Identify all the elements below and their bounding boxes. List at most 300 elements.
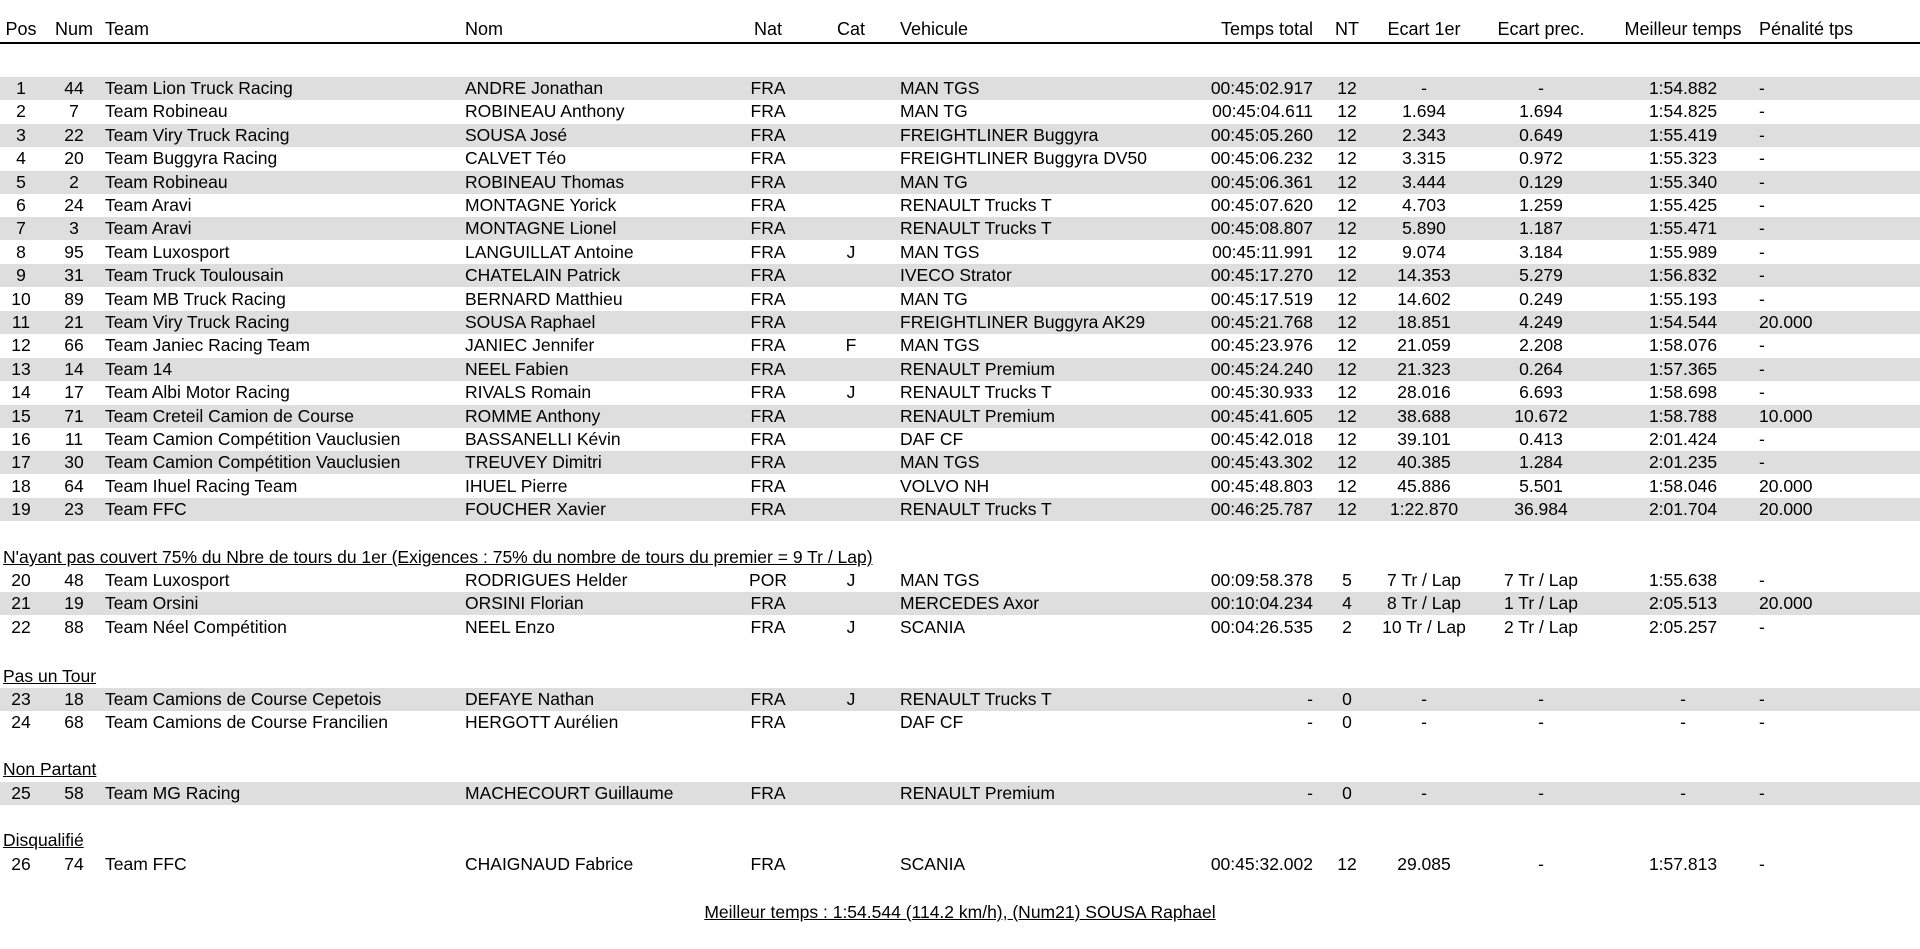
cell-ecart-1er: 7 Tr / Lap bbox=[1387, 570, 1461, 590]
table-row bbox=[0, 405, 1920, 428]
cell-nom: NEEL Enzo bbox=[465, 617, 555, 637]
cell-team: Team FFC bbox=[105, 499, 187, 519]
cell-nt: 12 bbox=[1337, 359, 1357, 379]
cell-penalite: 20.000 bbox=[1759, 476, 1813, 496]
cell-nt: 12 bbox=[1337, 289, 1357, 309]
cell-num: 11 bbox=[64, 429, 84, 449]
cell-meilleur-temps: 1:58.076 bbox=[1648, 335, 1718, 355]
cell-num: 66 bbox=[64, 335, 84, 355]
cell-pos: 21 bbox=[11, 593, 31, 613]
cell-temps-total: - bbox=[1307, 783, 1313, 803]
col-ecart-prec-header[interactable]: Ecart prec. bbox=[1497, 19, 1585, 39]
cell-ecart-prec: 36.984 bbox=[1514, 499, 1568, 519]
cell-num: 31 bbox=[64, 265, 84, 285]
cell-pos: 22 bbox=[11, 617, 31, 637]
cell-temps-total: - bbox=[1307, 712, 1313, 732]
cell-penalite: - bbox=[1759, 289, 1765, 309]
table-row bbox=[0, 311, 1920, 334]
cell-ecart-prec: 5.501 bbox=[1519, 476, 1563, 496]
cell-num: 2 bbox=[69, 172, 79, 192]
cell-penalite: - bbox=[1759, 172, 1765, 192]
cell-nat: FRA bbox=[750, 195, 786, 215]
col-penalite-header[interactable]: Pénalité tps bbox=[1759, 19, 1854, 39]
cell-team: Team Viry Truck Racing bbox=[105, 125, 290, 145]
cell-cat: J bbox=[846, 689, 856, 709]
cell-penalite: 20.000 bbox=[1759, 593, 1813, 613]
cell-vehicule: FREIGHTLINER Buggyra DV50 bbox=[900, 148, 1148, 168]
cell-vehicule: MAN TG bbox=[900, 289, 968, 309]
cell-pos: 7 bbox=[16, 218, 26, 238]
cell-pos: 6 bbox=[16, 195, 26, 215]
cell-penalite: - bbox=[1759, 783, 1765, 803]
cell-pos: 13 bbox=[11, 359, 31, 379]
cell-nom: ROBINEAU Anthony bbox=[465, 101, 625, 121]
cell-vehicule: RENAULT Trucks T bbox=[900, 218, 1052, 238]
cell-cat: J bbox=[846, 242, 856, 262]
table-row bbox=[0, 194, 1920, 217]
cell-team: Team Lion Truck Racing bbox=[105, 78, 293, 98]
cell-temps-total: 00:45:21.768 bbox=[1210, 312, 1313, 332]
cell-nom: IHUEL Pierre bbox=[465, 476, 568, 496]
cell-nom: ORSINI Florian bbox=[465, 593, 584, 613]
cell-pos: 17 bbox=[11, 452, 31, 472]
cell-nom: CHAIGNAUD Fabrice bbox=[465, 854, 634, 874]
table-row bbox=[0, 288, 1920, 311]
cell-nat: FRA bbox=[750, 312, 786, 332]
cell-vehicule: RENAULT Trucks T bbox=[900, 195, 1052, 215]
table-row bbox=[0, 241, 1920, 264]
cell-nom: SOUSA José bbox=[465, 125, 568, 145]
cell-ecart-1er: 40.385 bbox=[1397, 452, 1451, 472]
cell-nt: 12 bbox=[1337, 429, 1357, 449]
cell-nat: FRA bbox=[750, 406, 786, 426]
cell-ecart-prec: - bbox=[1538, 854, 1544, 874]
cell-vehicule: MAN TGS bbox=[900, 335, 980, 355]
cell-ecart-prec: 1 Tr / Lap bbox=[1504, 593, 1578, 613]
section-heading: Disqualifié bbox=[3, 830, 84, 850]
table-row bbox=[0, 616, 1920, 639]
cell-nom: FOUCHER Xavier bbox=[465, 499, 606, 519]
cell-ecart-1er: 5.890 bbox=[1402, 218, 1446, 238]
cell-cat: F bbox=[845, 335, 857, 355]
cell-penalite: - bbox=[1759, 218, 1765, 238]
cell-team: Team Camion Compétition Vauclusien bbox=[105, 429, 401, 449]
cell-team: Team Robineau bbox=[105, 101, 228, 121]
cell-nt: 12 bbox=[1337, 335, 1357, 355]
cell-meilleur-temps: 1:55.419 bbox=[1648, 125, 1718, 145]
cell-nom: ANDRE Jonathan bbox=[465, 78, 604, 98]
cell-nt: 12 bbox=[1337, 101, 1357, 121]
cell-vehicule: MERCEDES Axor bbox=[900, 593, 1040, 613]
col-temps-total-header[interactable]: Temps total bbox=[1220, 19, 1313, 39]
cell-nat: FRA bbox=[750, 689, 786, 709]
cell-penalite: - bbox=[1759, 617, 1765, 637]
table-row bbox=[0, 782, 1920, 805]
cell-temps-total: 00:04:26.535 bbox=[1210, 617, 1313, 637]
table-header bbox=[0, 18, 1920, 44]
cell-nat: FRA bbox=[750, 78, 786, 98]
section-heading: Pas un Tour bbox=[3, 666, 97, 686]
cell-meilleur-temps: - bbox=[1680, 783, 1686, 803]
cell-meilleur-temps: 2:05.513 bbox=[1648, 593, 1718, 613]
cell-pos: 8 bbox=[16, 242, 26, 262]
cell-ecart-1er: 4.703 bbox=[1402, 195, 1446, 215]
cell-pos: 19 bbox=[11, 499, 31, 519]
cell-nat: FRA bbox=[750, 172, 786, 192]
cell-ecart-1er: 3.315 bbox=[1402, 148, 1446, 168]
cell-pos: 20 bbox=[11, 570, 31, 590]
cell-ecart-prec: 2.208 bbox=[1519, 335, 1563, 355]
cell-ecart-prec: 1.694 bbox=[1519, 101, 1563, 121]
table-row bbox=[0, 100, 1920, 123]
cell-nom: ROBINEAU Thomas bbox=[465, 172, 625, 192]
cell-nat: FRA bbox=[750, 289, 786, 309]
cell-penalite: - bbox=[1759, 359, 1765, 379]
cell-nom: DEFAYE Nathan bbox=[465, 689, 595, 709]
cell-nt: 2 bbox=[1342, 617, 1352, 637]
cell-ecart-1er: 14.602 bbox=[1397, 289, 1451, 309]
cell-nat: FRA bbox=[750, 499, 786, 519]
cell-pos: 10 bbox=[11, 289, 31, 309]
cell-nt: 12 bbox=[1337, 218, 1357, 238]
cell-penalite: - bbox=[1759, 101, 1765, 121]
col-nat-header[interactable]: Nat bbox=[753, 19, 782, 39]
cell-vehicule: SCANIA bbox=[900, 854, 966, 874]
cell-num: 3 bbox=[69, 218, 79, 238]
section-heading: N'ayant pas couvert 75% du Nbre de tours du 1er (Exigences : 75% du nombre de tours du premier = 9 Tr / Lap) bbox=[3, 547, 873, 567]
cell-meilleur-temps: 1:55.471 bbox=[1648, 218, 1718, 238]
cell-temps-total: 00:45:24.240 bbox=[1210, 359, 1313, 379]
cell-temps-total: 00:45:23.976 bbox=[1210, 335, 1313, 355]
cell-ecart-prec: 2 Tr / Lap bbox=[1504, 617, 1578, 637]
cell-pos: 11 bbox=[11, 312, 31, 332]
cell-nt: 12 bbox=[1337, 452, 1357, 472]
cell-vehicule: MAN TGS bbox=[900, 78, 980, 98]
cell-team: Team Orsini bbox=[105, 593, 199, 613]
cell-team: Team Camion Compétition Vauclusien bbox=[105, 452, 401, 472]
cell-ecart-1er: 2.343 bbox=[1402, 125, 1446, 145]
cell-ecart-1er: 14.353 bbox=[1397, 265, 1451, 285]
cell-vehicule: RENAULT Trucks T bbox=[900, 382, 1052, 402]
cell-ecart-1er: 21.323 bbox=[1397, 359, 1451, 379]
table-row bbox=[0, 853, 1920, 876]
cell-team: Team Janiec Racing Team bbox=[105, 335, 310, 355]
cell-nt: 12 bbox=[1337, 195, 1357, 215]
cell-nat: FRA bbox=[750, 382, 786, 402]
cell-nat: FRA bbox=[750, 101, 786, 121]
cell-ecart-1er: 1:22.870 bbox=[1389, 499, 1459, 519]
cell-vehicule: MAN TG bbox=[900, 172, 968, 192]
cell-pos: 3 bbox=[16, 125, 26, 145]
cell-meilleur-temps: 2:01.235 bbox=[1648, 452, 1718, 472]
col-nt-header[interactable]: NT bbox=[1335, 19, 1359, 39]
cell-temps-total: 00:46:25.787 bbox=[1210, 499, 1313, 519]
cell-ecart-prec: 6.693 bbox=[1519, 382, 1563, 402]
cell-nom: BASSANELLI Kévin bbox=[465, 429, 621, 449]
cell-nat: FRA bbox=[750, 712, 786, 732]
col-pos-header[interactable]: Pos bbox=[5, 19, 37, 39]
cell-ecart-1er: 1.694 bbox=[1402, 101, 1446, 121]
cell-num: 17 bbox=[64, 382, 84, 402]
cell-nom: MONTAGNE Lionel bbox=[465, 218, 617, 238]
cell-ecart-1er: - bbox=[1421, 78, 1427, 98]
cell-nat: FRA bbox=[750, 593, 786, 613]
cell-team: Team Camions de Course Francilien bbox=[105, 712, 389, 732]
cell-meilleur-temps: 1:57.365 bbox=[1648, 359, 1718, 379]
cell-team: Team 14 bbox=[105, 359, 173, 379]
cell-pos: 15 bbox=[11, 406, 31, 426]
cell-meilleur-temps: 1:54.544 bbox=[1648, 312, 1718, 332]
cell-nom: MACHECOURT Guillaume bbox=[465, 783, 674, 803]
cell-nt: 12 bbox=[1337, 125, 1357, 145]
cell-vehicule: VOLVO NH bbox=[900, 476, 990, 496]
cell-meilleur-temps: 1:54.825 bbox=[1648, 101, 1718, 121]
cell-temps-total: 00:45:43.302 bbox=[1210, 452, 1313, 472]
table-row bbox=[0, 264, 1920, 287]
cell-cat: J bbox=[846, 382, 856, 402]
cell-pos: 18 bbox=[11, 476, 31, 496]
cell-nat: FRA bbox=[750, 617, 786, 637]
cell-temps-total: 00:45:42.018 bbox=[1210, 429, 1313, 449]
cell-nom: RIVALS Romain bbox=[465, 382, 592, 402]
cell-meilleur-temps: 1:55.425 bbox=[1648, 195, 1718, 215]
cell-team: Team Viry Truck Racing bbox=[105, 312, 290, 332]
cell-team: Team Luxosport bbox=[105, 570, 230, 590]
cell-nat: FRA bbox=[750, 476, 786, 496]
table-row bbox=[0, 381, 1920, 404]
cell-vehicule: RENAULT Premium bbox=[900, 359, 1055, 379]
cell-temps-total: 00:45:02.917 bbox=[1210, 78, 1313, 98]
table-row bbox=[0, 334, 1920, 357]
cell-nom: BERNARD Matthieu bbox=[465, 289, 623, 309]
table-row bbox=[0, 475, 1920, 498]
cell-nt: 12 bbox=[1337, 242, 1357, 262]
cell-pos: 24 bbox=[11, 712, 31, 732]
cell-temps-total: 00:45:11.991 bbox=[1212, 242, 1313, 262]
cell-meilleur-temps: 2:05.257 bbox=[1648, 617, 1718, 637]
cell-meilleur-temps: - bbox=[1680, 689, 1686, 709]
cell-nat: FRA bbox=[750, 429, 786, 449]
cell-temps-total: 00:45:05.260 bbox=[1210, 125, 1313, 145]
table-row bbox=[0, 171, 1920, 194]
col-nom-header[interactable]: Nom bbox=[465, 19, 504, 39]
cell-pos: 5 bbox=[16, 172, 26, 192]
cell-temps-total: 00:45:48.803 bbox=[1210, 476, 1313, 496]
cell-temps-total: 00:45:04.611 bbox=[1212, 101, 1313, 121]
cell-ecart-prec: 0.249 bbox=[1519, 289, 1563, 309]
table-row bbox=[0, 217, 1920, 240]
cell-nat: FRA bbox=[750, 783, 786, 803]
cell-penalite: - bbox=[1759, 125, 1765, 145]
cell-num: 20 bbox=[64, 148, 84, 168]
cell-temps-total: 00:45:30.933 bbox=[1210, 382, 1313, 402]
cell-ecart-prec: 1.187 bbox=[1519, 218, 1563, 238]
cell-nt: 12 bbox=[1337, 406, 1357, 426]
cell-nt: 12 bbox=[1337, 172, 1357, 192]
cell-ecart-prec: 0.413 bbox=[1519, 429, 1563, 449]
cell-penalite: - bbox=[1759, 712, 1765, 732]
cell-penalite: 20.000 bbox=[1759, 312, 1813, 332]
cell-team: Team Creteil Camion de Course bbox=[105, 406, 354, 426]
cell-nom: NEEL Fabien bbox=[465, 359, 569, 379]
table-row bbox=[0, 358, 1920, 381]
cell-vehicule: RENAULT Trucks T bbox=[900, 499, 1052, 519]
table-row bbox=[0, 147, 1920, 170]
cell-cat: J bbox=[846, 617, 856, 637]
cell-pos: 26 bbox=[11, 854, 31, 874]
cell-nat: FRA bbox=[750, 265, 786, 285]
cell-nom: HERGOTT Aurélien bbox=[465, 712, 619, 732]
cell-num: 44 bbox=[64, 78, 84, 98]
cell-team: Team Truck Toulousain bbox=[105, 265, 284, 285]
cell-meilleur-temps: 1:58.698 bbox=[1648, 382, 1718, 402]
cell-vehicule: SCANIA bbox=[900, 617, 966, 637]
cell-ecart-1er: 10 Tr / Lap bbox=[1382, 617, 1466, 637]
cell-num: 30 bbox=[64, 452, 84, 472]
cell-pos: 23 bbox=[11, 689, 31, 709]
cell-ecart-prec: 10.672 bbox=[1514, 406, 1568, 426]
cell-meilleur-temps: 1:54.882 bbox=[1648, 78, 1718, 98]
cell-ecart-prec: 0.129 bbox=[1519, 172, 1563, 192]
cell-nt: 12 bbox=[1337, 382, 1357, 402]
cell-penalite: - bbox=[1759, 242, 1765, 262]
cell-num: 71 bbox=[64, 406, 84, 426]
cell-nt: 12 bbox=[1337, 78, 1357, 98]
cell-pos: 1 bbox=[16, 78, 26, 98]
cell-team: Team Luxosport bbox=[105, 242, 230, 262]
col-num-header[interactable]: Num bbox=[54, 19, 93, 39]
cell-vehicule: DAF CF bbox=[900, 429, 964, 449]
cell-vehicule: FREIGHTLINER Buggyra AK29 bbox=[900, 312, 1146, 332]
cell-ecart-1er: - bbox=[1421, 712, 1427, 732]
cell-penalite: - bbox=[1759, 570, 1765, 590]
cell-team: Team Néel Compétition bbox=[105, 617, 287, 637]
cell-penalite: - bbox=[1759, 335, 1765, 355]
table-row bbox=[0, 592, 1920, 615]
table-row bbox=[0, 569, 1920, 592]
cell-ecart-1er: 29.085 bbox=[1397, 854, 1451, 874]
cell-pos: 12 bbox=[11, 335, 31, 355]
best-lap-summary: Meilleur temps : 1:54.544 (114.2 km/h), (Num21) SOUSA Raphael bbox=[704, 902, 1216, 922]
col-vehicule-header[interactable]: Vehicule bbox=[900, 19, 969, 39]
cell-pos: 25 bbox=[11, 783, 31, 803]
cell-meilleur-temps: 1:58.788 bbox=[1648, 406, 1718, 426]
cell-ecart-1er: 21.059 bbox=[1397, 335, 1451, 355]
cell-nt: 12 bbox=[1337, 312, 1357, 332]
cell-pos: 2 bbox=[16, 101, 26, 121]
cell-team: Team Camions de Course Cepetois bbox=[105, 689, 382, 709]
cell-ecart-prec: 5.279 bbox=[1519, 265, 1563, 285]
cell-penalite: - bbox=[1759, 382, 1765, 402]
cell-nat: FRA bbox=[750, 242, 786, 262]
cell-nom: RODRIGUES Helder bbox=[465, 570, 628, 590]
cell-temps-total: 00:45:08.807 bbox=[1210, 218, 1313, 238]
cell-ecart-1er: 18.851 bbox=[1397, 312, 1451, 332]
cell-nom: JANIEC Jennifer bbox=[465, 335, 595, 355]
cell-nom: LANGUILLAT Antoine bbox=[465, 242, 634, 262]
col-team-header[interactable]: Team bbox=[105, 19, 150, 39]
cell-nom: MONTAGNE Yorick bbox=[465, 195, 617, 215]
cell-meilleur-temps: - bbox=[1680, 712, 1686, 732]
cell-ecart-1er: - bbox=[1421, 783, 1427, 803]
cell-penalite: - bbox=[1759, 429, 1765, 449]
cell-team: Team MB Truck Racing bbox=[105, 289, 286, 309]
table-row bbox=[0, 498, 1920, 521]
cell-num: 58 bbox=[64, 783, 84, 803]
cell-temps-total: 00:45:06.232 bbox=[1210, 148, 1313, 168]
cell-ecart-1er: 3.444 bbox=[1402, 172, 1446, 192]
cell-num: 74 bbox=[64, 854, 84, 874]
cell-ecart-1er: 45.886 bbox=[1397, 476, 1451, 496]
cell-num: 23 bbox=[64, 499, 84, 519]
cell-ecart-1er: 38.688 bbox=[1397, 406, 1451, 426]
cell-nt: 4 bbox=[1342, 593, 1352, 613]
cell-ecart-prec: - bbox=[1538, 78, 1544, 98]
cell-num: 14 bbox=[64, 359, 84, 379]
col-cat-header[interactable]: Cat bbox=[836, 19, 865, 39]
cell-temps-total: 00:45:17.270 bbox=[1210, 265, 1313, 285]
cell-vehicule: MAN TGS bbox=[900, 570, 980, 590]
cell-ecart-prec: - bbox=[1538, 689, 1544, 709]
cell-ecart-prec: 0.972 bbox=[1519, 148, 1563, 168]
cell-num: 88 bbox=[64, 617, 84, 637]
cell-nat: POR bbox=[749, 570, 787, 590]
cell-nom: CHATELAIN Patrick bbox=[465, 265, 621, 285]
cell-ecart-1er: - bbox=[1421, 689, 1427, 709]
cell-num: 19 bbox=[64, 593, 84, 613]
cell-vehicule: RENAULT Trucks T bbox=[900, 689, 1052, 709]
cell-nat: FRA bbox=[750, 359, 786, 379]
cell-team: Team MG Racing bbox=[105, 783, 241, 803]
cell-ecart-prec: 1.259 bbox=[1519, 195, 1563, 215]
cell-team: Team Buggyra Racing bbox=[105, 148, 278, 168]
cell-ecart-prec: 4.249 bbox=[1519, 312, 1563, 332]
cell-pos: 4 bbox=[16, 148, 26, 168]
cell-ecart-prec: 3.184 bbox=[1519, 242, 1563, 262]
table-row bbox=[0, 124, 1920, 147]
cell-nat: FRA bbox=[750, 125, 786, 145]
cell-ecart-prec: 0.264 bbox=[1519, 359, 1563, 379]
cell-vehicule: MAN TGS bbox=[900, 242, 980, 262]
cell-nat: FRA bbox=[750, 452, 786, 472]
cell-ecart-prec: 7 Tr / Lap bbox=[1504, 570, 1578, 590]
col-ecart-1er-header[interactable]: Ecart 1er bbox=[1387, 19, 1461, 39]
cell-num: 18 bbox=[64, 689, 84, 709]
cell-meilleur-temps: 1:55.340 bbox=[1648, 172, 1718, 192]
cell-penalite: 20.000 bbox=[1759, 499, 1813, 519]
cell-nt: 5 bbox=[1342, 570, 1352, 590]
cell-temps-total: 00:45:06.361 bbox=[1210, 172, 1313, 192]
cell-num: 64 bbox=[64, 476, 84, 496]
cell-team: Team Aravi bbox=[105, 195, 192, 215]
cell-nt: 0 bbox=[1342, 712, 1352, 732]
cell-ecart-prec: - bbox=[1538, 712, 1544, 732]
cell-ecart-prec: 1.284 bbox=[1519, 452, 1563, 472]
cell-ecart-prec: - bbox=[1538, 783, 1544, 803]
cell-temps-total: 00:09:58.378 bbox=[1210, 570, 1313, 590]
cell-penalite: - bbox=[1759, 689, 1765, 709]
cell-nat: FRA bbox=[750, 148, 786, 168]
cell-penalite: - bbox=[1759, 78, 1765, 98]
cell-num: 89 bbox=[64, 289, 84, 309]
cell-ecart-prec: 0.649 bbox=[1519, 125, 1563, 145]
cell-pos: 14 bbox=[11, 382, 31, 402]
cell-ecart-1er: 39.101 bbox=[1397, 429, 1451, 449]
cell-num: 7 bbox=[69, 101, 79, 121]
cell-num: 21 bbox=[64, 312, 84, 332]
cell-penalite: - bbox=[1759, 265, 1765, 285]
col-meilleur-temps-header[interactable]: Meilleur temps bbox=[1624, 19, 1742, 39]
